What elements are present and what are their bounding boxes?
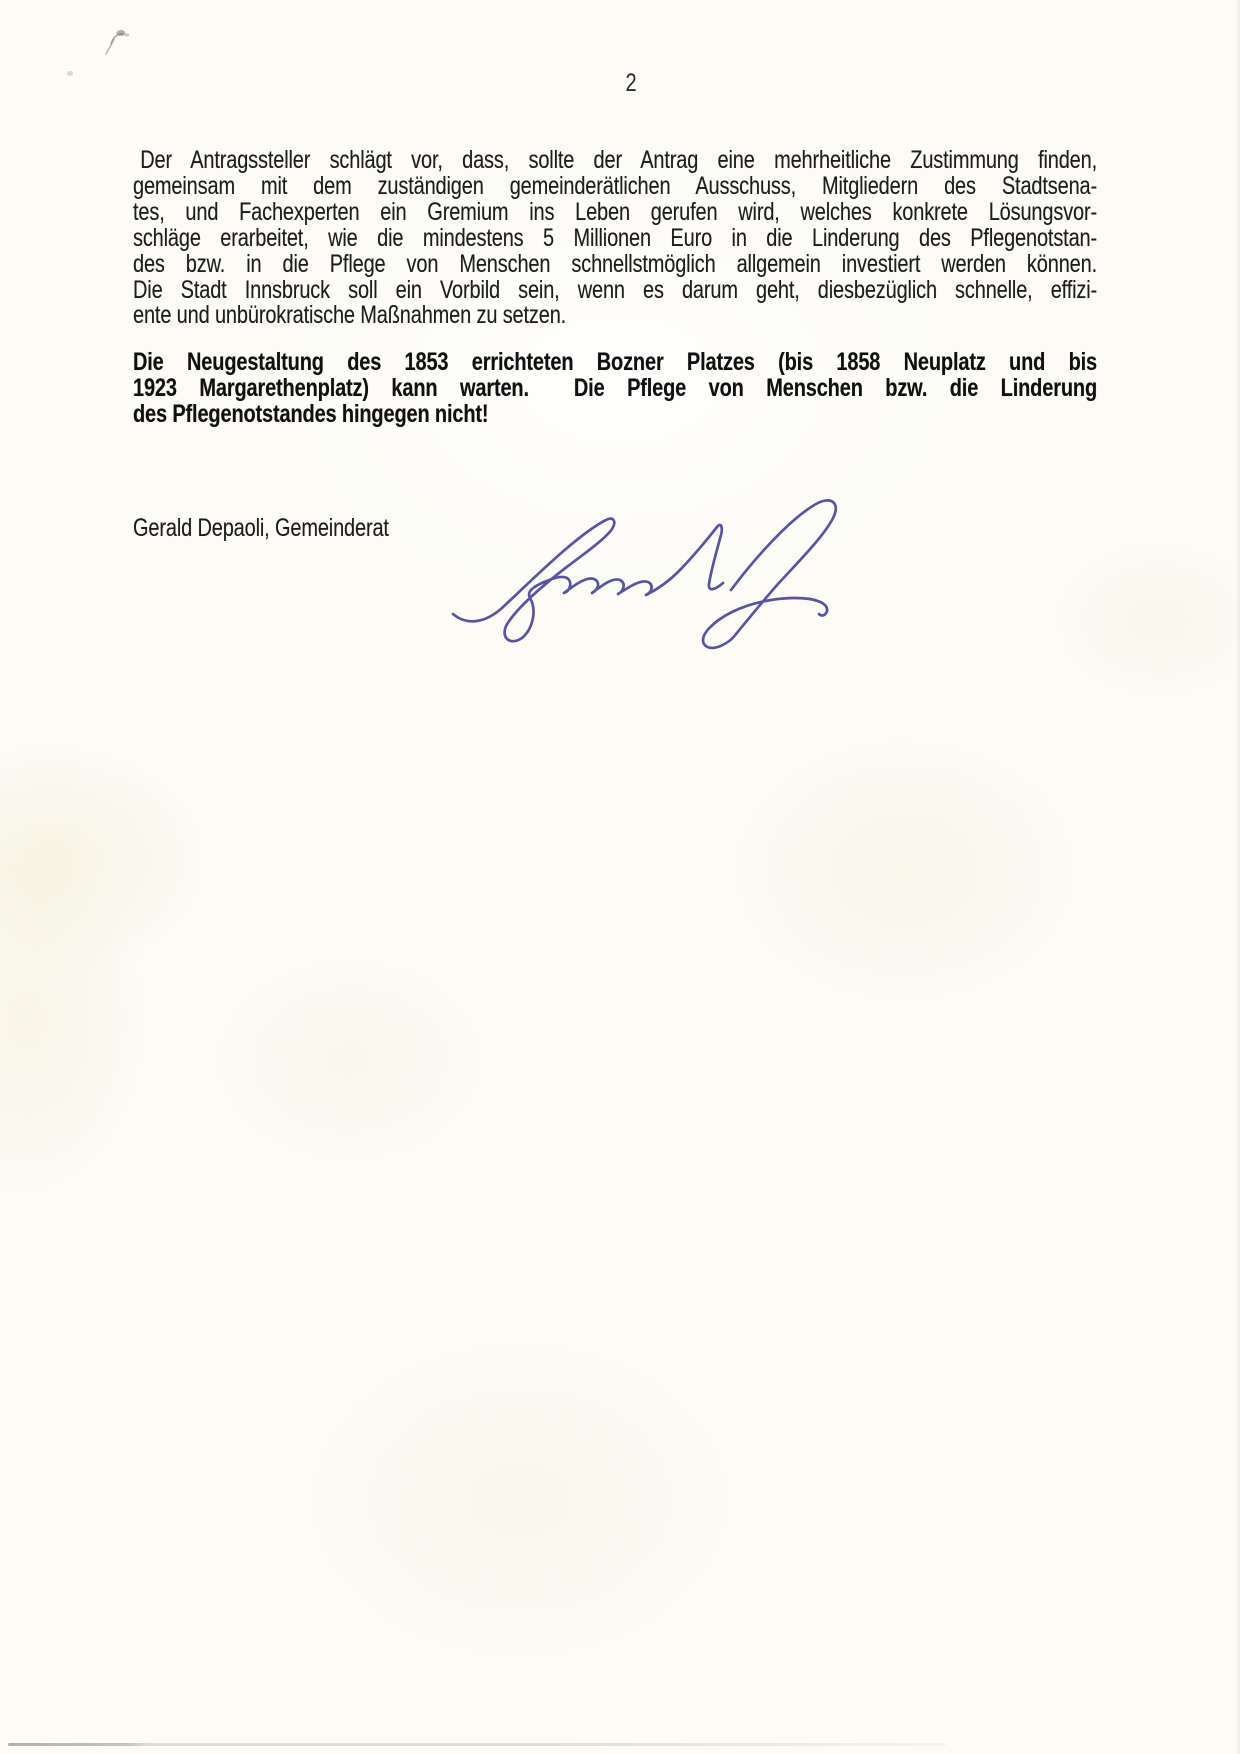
paragraph-emphasis [133, 350, 1097, 428]
text-line: tes, und Fachexperten ein Gremium ins Leben gerufen wird, welches konkrete Lösungsvor- [133, 197, 1097, 226]
text-line: Der Antragssteller schlägt vor, dass, sollte der Antrag eine mehrheitliche Zustimmung finden, [140, 146, 1097, 174]
text-line: des Pflegenotstandes hingegen nicht! [133, 399, 489, 428]
signature-stroke-right [703, 500, 836, 647]
text-line: schläge erarbeitet, wie die mindestens 5 Millionen Euro in die Linderung des Pflegenotstan- [133, 223, 1097, 252]
signer-line: Gerald Depaoli, Gemeinderat [133, 514, 389, 542]
signature [440, 462, 850, 657]
paragraph-proposal [133, 148, 1097, 329]
text-line: des bzw. in die Pflege von Menschen schnellstmöglich allgemein investiert werden können. [133, 249, 1097, 278]
text-line: gemeinsam mit dem zuständigen gemeinderätlichen Ausschuss, Mitgliedern des Stadtsena- [133, 171, 1097, 200]
ink-smudge [101, 22, 137, 60]
text-line: ente und unbürokratische Maßnahmen zu setzen. [133, 301, 567, 330]
scan-edge-shadow [1236, 0, 1240, 1754]
page-number: 2 [625, 69, 637, 97]
text-line: 1923 Margarethenplatz) kann warten. Die Pflege von Menschen bzw. die Linderung [133, 373, 1097, 402]
text-line: Die Stadt Innsbruck soll ein Vorbild sein, wenn es darum geht, diesbezüglich schnelle, effizi- [133, 275, 1097, 304]
paper-speck [67, 71, 73, 76]
text-line: Die Neugestaltung des 1853 errichteten Bozner Platzes (bis 1858 Neuplatz und bis [133, 348, 1097, 376]
signature-stroke-left [453, 519, 723, 642]
scan-artifact-line [8, 1743, 946, 1746]
